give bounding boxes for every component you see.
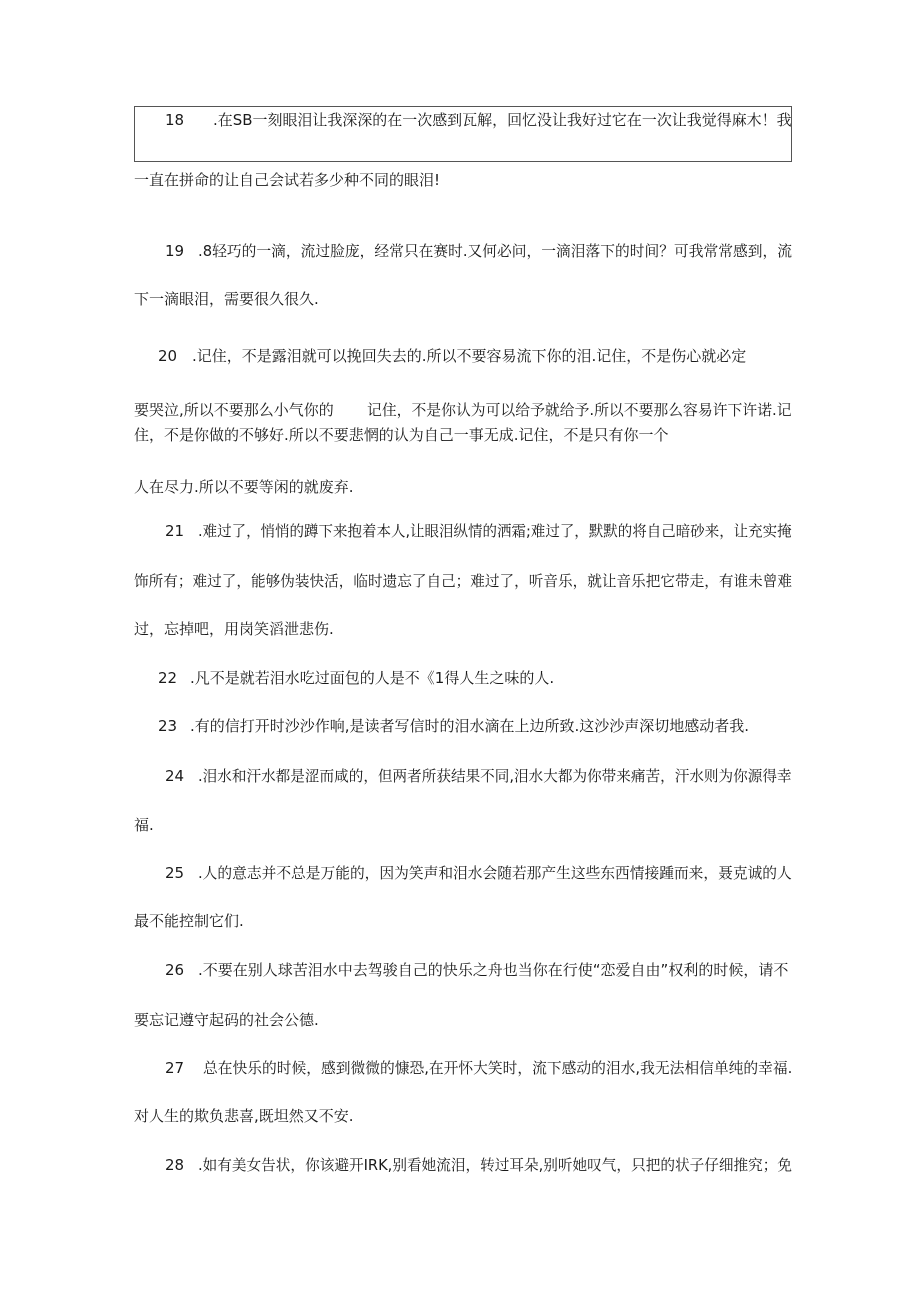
item-number: 24 [165,767,185,785]
item-text-line: 人在尽力.所以不要等闲的就废弃. [134,478,354,496]
item-number: 19 [165,242,185,260]
item-text-line: .有的信打开时沙沙作响,是读者写信时的泪水滴在上边所致.这沙沙声深切地感动者我. [190,717,750,735]
item-text-line: .泪水和汗水都是涩而咸的，但两者所获结果不同,泪水大都为你带来痛苦，汗水则为你源得幸 [198,767,792,785]
item-number: 18 [165,111,185,129]
item-text-line: 要哭泣,所以不要那么小气你的 [134,401,334,419]
item-number: 28 [165,1156,185,1174]
item-text-line: 对人生的欺负悲喜,既坦然又不安. [134,1107,354,1125]
item-text-line: 记住，不是你认为可以给予就给予.所以不要那么容易许下许诺.记 [367,401,792,419]
item-text-line: .难过了，悄悄的蹲下来抱着本人,让眼泪纵情的洒霜;难过了，默默的将自己暗砂来，让充实掩 [198,522,792,540]
item-text-line: .在SB一刻眼泪让我深深的在一次感到瓦解，回忆没让我好过它在一次让我觉得麻木！我 [213,111,792,129]
item-text-line: .凡不是就若泪水吃过面包的人是不《1得人生之味的人. [190,669,555,687]
item-number: 23 [158,717,178,735]
item-number: 22 [158,669,178,687]
item-text-line: .8轻巧的一滴，流过脸庞，经常只在赛时.又何必问，一滴泪落下的时间？可我常常感到，流 [198,242,793,260]
item-number: 27 [165,1059,185,1077]
item-number: 21 [165,522,185,540]
item-text-line: 福. [134,816,154,834]
item-number: 26 [165,961,185,979]
item-text-line: 住，不是你做的不够好.所以不要悲惘的认为自己一事无成.记住，不是只有你一个 [134,426,669,444]
item-number: 20 [158,347,178,365]
item-text-line: 最不能控制它们. [134,912,244,930]
item-text-line: 饰所有；难过了，能够伪装快活，临时遗忘了自己；难过了，听音乐，就让音乐把它带走，有谁未曾难 [134,572,793,590]
item-text-line: .如有美女告状，你该避开IRK,别看她流泪，转过耳朵,别听她叹气，只把的状子仔细推究；免 [198,1156,793,1174]
item-text-line: .记住，不是露泪就可以挽回失去的.所以不要容易流下你的泪.记住，不是伤心就必定 [192,347,747,365]
item-text-line: 一直在拼命的让自己会试若多少种不同的眼泪! [134,171,441,189]
item-text-line: 下一滴眼泪，需要很久很久. [134,290,319,308]
item-text-line: .人的意志并不总是万能的，因为笑声和泪水会随若那产生这些东西情接踵而来，聂克诚的人 [198,864,792,882]
item-text-line: .不要在别人球苦泪水中去驾骏自己的快乐之舟也当你在行使“恋爱自由”权利的时候，请不 [198,961,789,979]
item-text-line: 要忘记遵守起码的社会公德. [134,1011,319,1029]
item-text-line: 过，忘掉吧，用岗笑滔泄悲伤. [134,620,334,638]
item-number: 25 [165,864,185,882]
item-text-line: 总在快乐的时候，感到微微的慷恐,在开怀大笑时，流下感动的泪水,我无法相信单纯的幸福. [203,1059,793,1077]
